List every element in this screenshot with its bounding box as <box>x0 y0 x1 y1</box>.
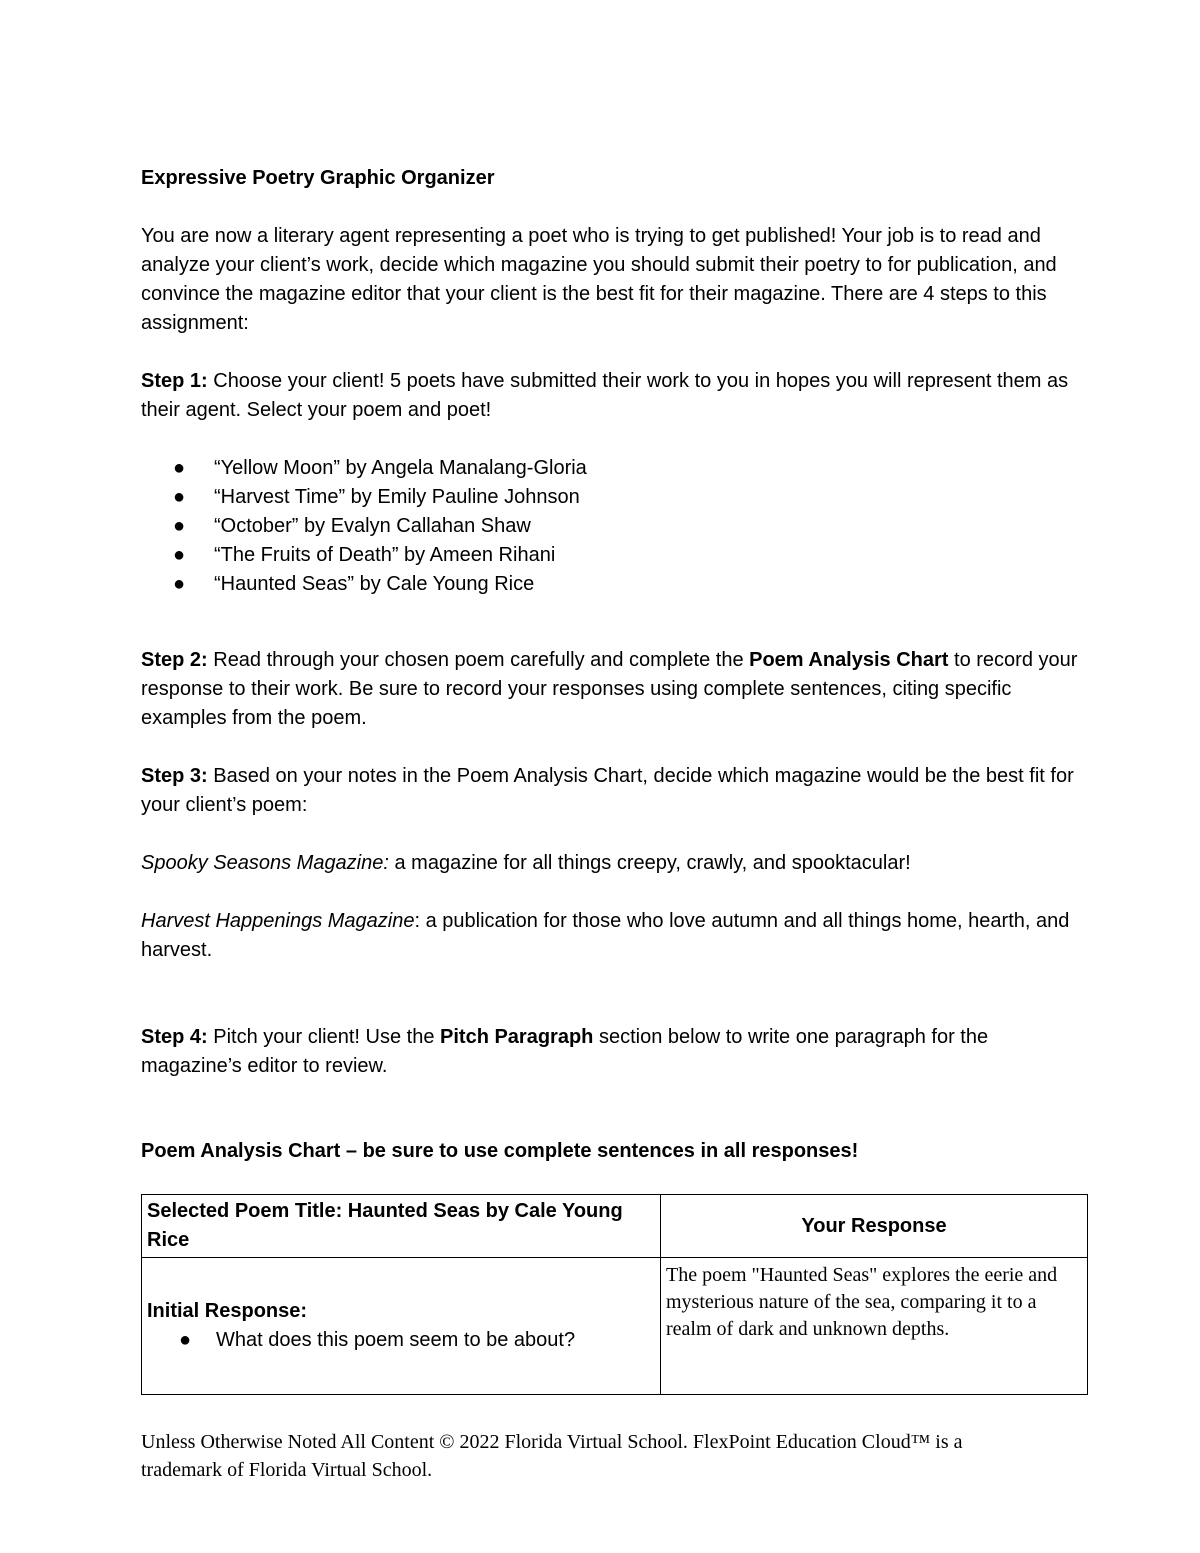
poem-list-item <box>173 454 1091 483</box>
step-3-paragraph <box>141 762 1091 820</box>
magazine-desc: : a publication for those who love autumn and all things home, hearth, and harvest. <box>141 910 1070 961</box>
table-header-row <box>142 1195 1088 1258</box>
step-2-bold: Poem Analysis Chart <box>749 649 949 671</box>
magazine-desc: a magazine for all things creepy, crawly, and spooktacular! <box>388 852 911 874</box>
step-2-label: Step 2: <box>141 649 208 671</box>
poem-option: “October” by Evalyn Callahan Shaw <box>214 515 531 537</box>
magazine-spooky <box>141 849 1091 878</box>
bullet-icon: ● <box>179 1329 192 1351</box>
question-item <box>147 1326 655 1355</box>
copyright-footer: Unless Otherwise Noted All Content © 2022 Florida Virtual School. FlexPoint Education Cloud™ is a trademark of Florida Virtual School. <box>141 1431 963 1481</box>
poem-option: “Haunted Seas” by Cale Young Rice <box>214 573 535 595</box>
question-text: What does this poem seem to be about? <box>216 1329 576 1351</box>
bullet-icon: ● <box>173 457 186 479</box>
table-header-poem-title: Selected Poem Title: Haunted Seas by Cale Young Rice <box>142 1195 661 1258</box>
step-3-text: Based on your notes in the Poem Analysis Chart, decide which magazine would be the best fit for your client’s poem: <box>141 765 1074 816</box>
document-body <box>141 164 1091 1395</box>
poem-list-item <box>173 541 1091 570</box>
step-2-text-a: Read through your chosen poem carefully and complete the <box>207 649 750 671</box>
step-4-text-a: Pitch your client! Use the <box>207 1026 441 1048</box>
magazine-harvest <box>141 907 1091 965</box>
table-row <box>142 1258 1088 1395</box>
magazine-name: Harvest Happenings Magazine <box>141 910 415 932</box>
poem-analysis-table <box>141 1194 1088 1395</box>
poem-list-item <box>173 483 1091 512</box>
step-4-label: Step 4: <box>141 1026 208 1048</box>
step-3-label: Step 3: <box>141 765 208 787</box>
bullet-icon: ● <box>173 486 186 508</box>
magazine-name: Spooky Seasons Magazine: <box>141 852 389 874</box>
chart-heading: Poem Analysis Chart – be sure to use complete sentences in all responses! <box>141 1140 859 1162</box>
initial-response-label: Initial Response: <box>147 1300 308 1322</box>
step-4-bold: Pitch Paragraph <box>440 1026 594 1048</box>
step-1-paragraph <box>141 367 1091 425</box>
step-2-text-b: to record your response to their work. Be sure to record your responses using complete sentences, citing specific examples from the poem. <box>141 649 1078 729</box>
step-1-text: Choose your client! 5 poets have submitted their work to you in hopes you will represent them as their agent. Select your poem and poet! <box>141 370 1069 421</box>
poem-option: “Harvest Time” by Emily Pauline Johnson <box>214 486 580 508</box>
poem-list-item <box>173 570 1091 599</box>
bullet-icon: ● <box>173 515 186 537</box>
initial-response-answer[interactable]: The poem "Haunted Seas" explores the eerie and mysterious nature of the sea, comparing it to a realm of dark and unknown depths. <box>661 1258 1088 1395</box>
table-header-your-response: Your Response <box>661 1195 1088 1258</box>
intro-paragraph: You are now a literary agent representing a poet who is trying to get published! Your job is to read and analyze your client’s work, decide which magazine you should submit their poetry to for publication, and convince the magazine editor that your client is the best fit for their magazine. There are 4 steps to this assignment: <box>141 225 1057 334</box>
bullet-icon: ● <box>173 573 186 595</box>
initial-response-cell <box>142 1258 661 1395</box>
step-4-text-b: section below to write one paragraph for the magazine’s editor to review. <box>141 1026 989 1077</box>
poem-option: “The Fruits of Death” by Ameen Rihani <box>214 544 556 566</box>
poem-option: “Yellow Moon” by Angela Manalang-Gloria <box>214 457 587 479</box>
poem-list-item <box>173 512 1091 541</box>
question-list <box>147 1326 655 1355</box>
poem-list <box>141 454 1091 599</box>
document-title: Expressive Poetry Graphic Organizer <box>141 167 495 189</box>
bullet-icon: ● <box>173 544 186 566</box>
step-1-label: Step 1: <box>141 370 208 392</box>
step-2-paragraph <box>141 646 1091 733</box>
step-4-paragraph <box>141 1023 1091 1081</box>
